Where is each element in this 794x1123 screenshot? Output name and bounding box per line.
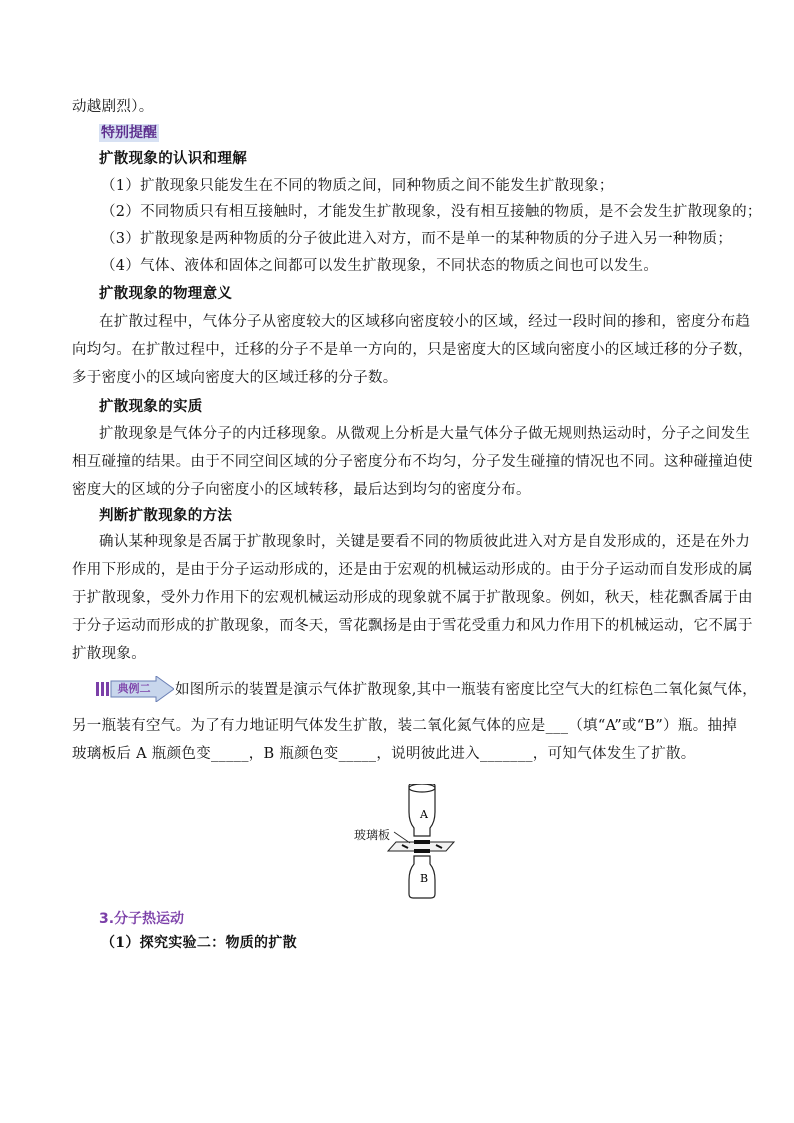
example-line-3: 玻璃板后 A 瓶颜色变_____，B 瓶颜色变_____，说明彼此进入_______，可知气体发生了扩散。	[72, 746, 696, 762]
essence-line-1: 扩散现象是气体分子的内迁移现象。从微观上分析是大量气体分子做无规则热运动时，分子之间发生	[99, 426, 751, 442]
method-line-5: 扩散现象。	[72, 646, 146, 662]
section-3-subtitle: （1）探究实验二：物质的扩散	[101, 935, 297, 951]
essence-line-3: 密度大的区域的分子向密度小的区域转移，最后达到均匀的密度分布。	[72, 482, 531, 498]
understanding-item-1: （1）扩散现象只能发生在不同的物质之间，同种物质之间不能发生扩散现象；	[101, 178, 614, 194]
bottle-b-label: B	[420, 872, 429, 885]
plate-pointer-line	[394, 832, 410, 843]
essence-title: 扩散现象的实质	[99, 398, 203, 415]
method-line-3: 于扩散现象，受外力作用下的宏观机械运动形成的现象就不属于扩散现象。例如，秋天，桂花飘香属于由	[72, 590, 753, 606]
diffusion-apparatus-figure	[354, 784, 468, 900]
example-line-2: 另一瓶装有空气。为了有力地证明气体发生扩散，装二氧化氮气体的应是___（填“A”或“B”）瓶。抽掉	[72, 718, 738, 734]
understanding-item-2: （2）不同物质只有相互接触时，才能发生扩散现象，没有相互接触的物质，是不会发生扩散现象的；	[101, 204, 762, 220]
meaning-line-2: 向均匀。在扩散过程中，迁移的分子不是单一方向的，只是密度大的区域向密度小的区域迁移的分子数，	[72, 342, 753, 358]
intro-tail: 动越剧烈）。	[72, 99, 154, 115]
method-line-2: 作用下形成的，是由于分子运动形成的，还是由于宏观的机械运动形成的。由于分子运动而自发形成的属	[72, 562, 753, 578]
glass-plate-label: 玻璃板	[354, 828, 391, 842]
section-3-title: 3.分子热运动	[99, 911, 185, 927]
understanding-item-4: （4）气体、液体和固体之间都可以发生扩散现象，不同状态的物质之间也可以发生。	[101, 258, 659, 274]
special-reminder-heading: 特别提醒	[101, 125, 157, 141]
example-line-1: 如图所示的装置是演示气体扩散现象,其中一瓶装有密度比空气大的红棕色二氧化氮气体，	[175, 682, 758, 698]
essence-line-2: 相互碰撞的结果。由于不同空间区域的分子密度分布不均匀，分子发生碰撞的情况也不同。这种碰撞迫使	[72, 454, 753, 470]
method-title: 判断扩散现象的方法	[99, 507, 233, 524]
meaning-line-3: 多于密度小的区域向密度大的区域迁移的分子数。	[72, 370, 398, 386]
meaning-title: 扩散现象的物理意义	[99, 285, 233, 302]
understanding-item-3: （3）扩散现象是两种物质的分子彼此进入对方，而不是单一的某种物质的分子进入另一种物质；	[101, 231, 733, 247]
example-badge-label: 典例二	[117, 682, 151, 695]
meaning-line-1: 在扩散过程中，气体分子从密度较大的区域移向密度较小的区域，经过一段时间的掺和，密度分布趋	[99, 314, 751, 330]
understanding-title: 扩散现象的认识和理解	[99, 150, 247, 167]
bottle-a-label: A	[420, 808, 428, 821]
method-line-1: 确认某种现象是否属于扩散现象时，关键是要看不同的物质彼此进入对方是自发形成的，还是在外力	[99, 534, 751, 550]
method-line-4: 于分子运动而形成的扩散现象，而冬天，雪花飘扬是由于雪花受重力和风力作用下的机械运动，它不属于	[72, 618, 753, 634]
example-badge	[96, 676, 174, 702]
